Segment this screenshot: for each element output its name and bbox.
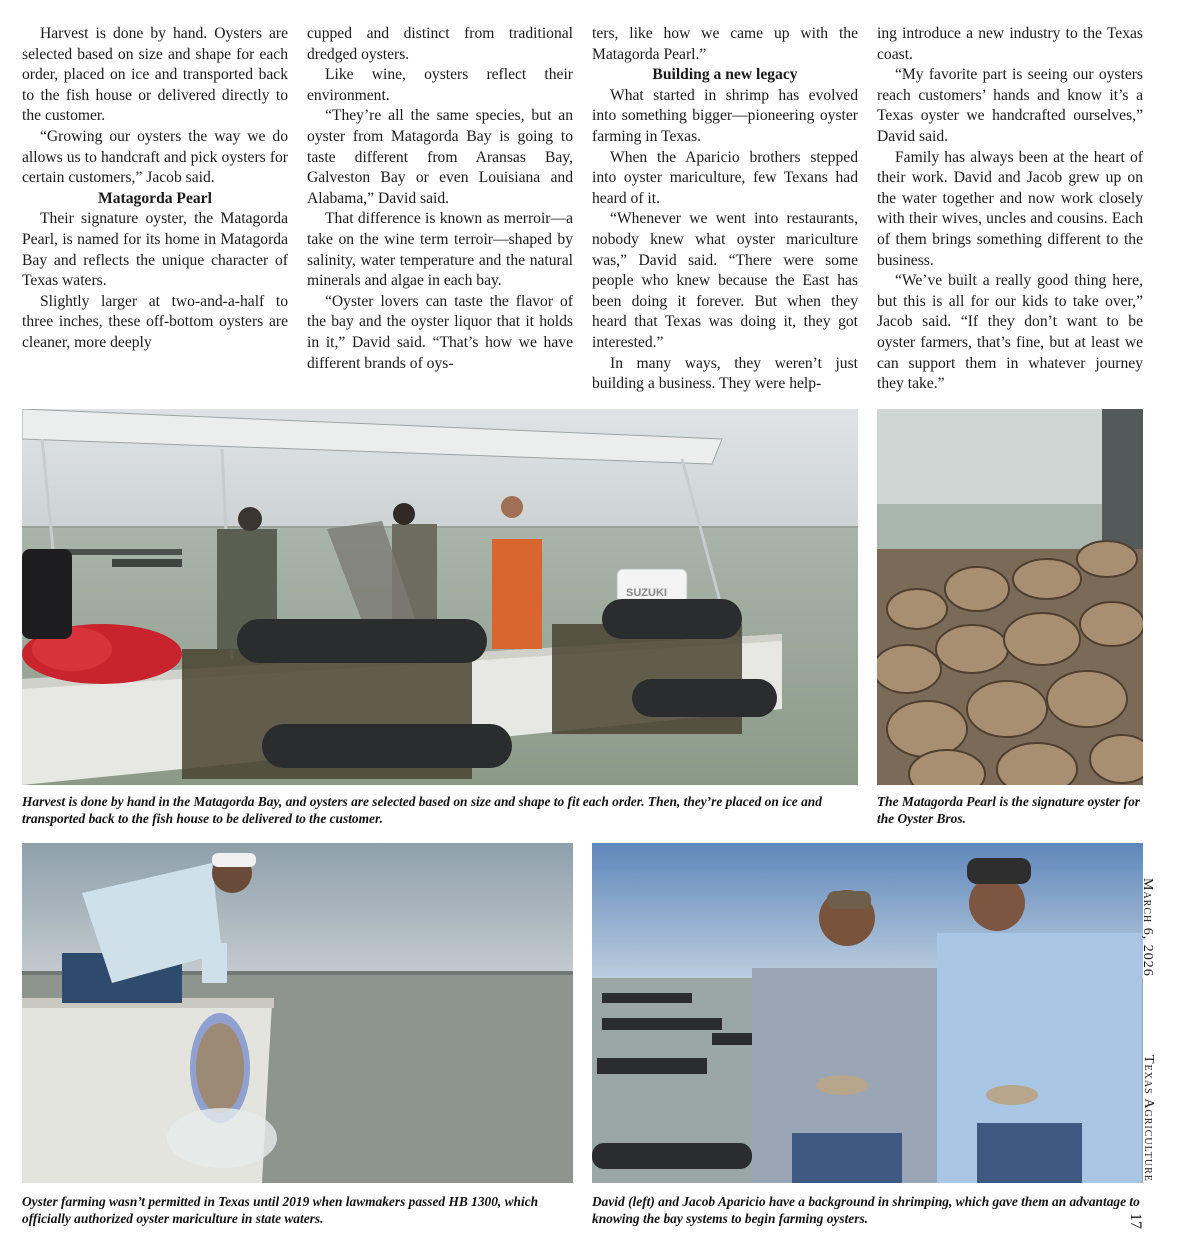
harvest-caption: Harvest is done by hand in the Matagorda Bay, and oysters are selected based on size and shape to fit each order. Then, they’re placed on ice and transported back to the fish house to be delivered to the customer. — [22, 794, 822, 826]
section-heading: Building a new legacy — [652, 66, 798, 84]
body-paragraph: cupped and distinct from traditional dredged oysters. — [307, 25, 573, 63]
body-paragraph: In many ways, they weren’t just building a business. They were help- — [592, 354, 858, 393]
body-paragraph: When the Aparicio brothers stepped into oyster mariculture, few Texans had heard of it. — [592, 148, 858, 207]
body-paragraph: ing introduce a new industry to the Texas coast. — [877, 25, 1143, 63]
publication-name: Texas Agriculture — [1141, 1055, 1156, 1182]
body-paragraph: Family has always been at the heart of their work. David and Jacob grew up on the water together and now work closely with their wives, uncles and cousins. Each of them brings something different to the business. — [877, 148, 1143, 269]
body-paragraph: Like wine, oysters reflect their environment. — [307, 66, 573, 104]
section-heading: Matagorda Pearl — [98, 189, 212, 207]
body-paragraph: Harvest is done by hand. Oysters are selected based on size and shape for each order, placed on ice and transported back to the fish house or delivered directly to the customer. — [22, 25, 288, 125]
brothers-caption: David (left) and Jacob Aparicio have a background in shrimping, which gave them an advantage to knowing the bay systems to begin farming oysters. — [592, 1194, 1140, 1226]
oyster-bag-photo — [22, 843, 573, 1183]
farming-caption: Oyster farming wasn’t permitted in Texas until 2019 when lawmakers passed HB 1300, which officially authorized oyster mariculture in state waters. — [22, 1194, 539, 1226]
body-paragraph: “We’ve built a really good thing here, but this is all for our kids to take over,” Jacob said. “If they don’t want to be oyster farmers, that’s fine, but at least we can support them in whatever journey they take.” — [877, 272, 1143, 393]
article-column-4 — [877, 24, 1143, 395]
body-paragraph: “My favorite part is seeing our oysters reach customers’ hands and know it’s a Texas oyster we handcrafted ourselves,” David said. — [877, 66, 1143, 145]
harvest-boat-photo — [22, 409, 858, 785]
issue-date: March 6, 2026 — [1140, 878, 1155, 977]
motor-brand-label: SUZUKI — [626, 587, 667, 599]
body-paragraph: “Growing our oysters the way we do allows us to handcraft and pick oysters for certain customers,” Jacob said. — [22, 127, 288, 187]
article-column-2 — [307, 24, 573, 374]
body-paragraph: Their signature oyster, the Matagorda Pearl, is named for its home in Matagorda Bay and reflects the unique character of Texas waters. — [22, 210, 288, 290]
pearl-caption: The Matagorda Pearl is the signature oyster for the Oyster Bros. — [877, 794, 1140, 826]
body-paragraph: What started in shrimp has evolved into something bigger—pioneering oyster farming in Texas. — [592, 86, 858, 145]
body-paragraph: ters, like how we came up with the Matagorda Pearl.” — [592, 25, 858, 63]
aparicio-brothers-photo — [592, 843, 1143, 1183]
body-paragraph: Slightly larger at two-and-a-half to three inches, these off-bottom oysters are cleaner, more deeply — [22, 292, 288, 351]
body-paragraph: “Whenever we went into restaurants, nobody knew what oyster mariculture was,” David said. “There were some people who knew because the East has been doing it forever. But when they heard that Texas was doing it, they got interested.” — [592, 210, 858, 351]
body-paragraph: “They’re all the same species, but an oyster from Matagorda Bay is going to taste different from Aransas Bay, Galveston Bay or even Louisiana and Alabama,” David said. — [307, 107, 573, 207]
article-column-1 — [22, 24, 288, 354]
body-paragraph: That difference is known as merroir—a take on the wine term terroir—shaped by salinity, water temperature and the natural minerals and algae in each bay. — [307, 210, 573, 290]
oyster-pile-photo — [877, 409, 1143, 785]
page-number: 17 — [1127, 1213, 1144, 1229]
article-column-3 — [592, 24, 858, 395]
body-paragraph: “Oyster lovers can taste the flavor of the bay and the oyster liquor that it holds in it,” David said. “That’s how we have different brands of oys- — [307, 292, 573, 372]
